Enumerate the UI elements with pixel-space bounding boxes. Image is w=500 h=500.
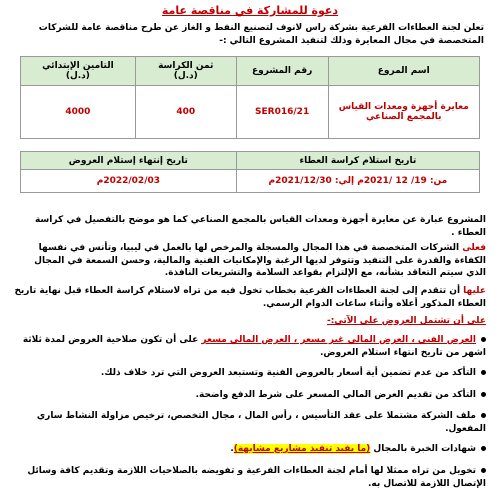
project-table-header bbox=[21, 57, 480, 86]
project-description: المشروع عبارة عن معايرة أجهزة ومعدات القياس بالمجمع الصناعي كما هو موضح بالتفصيل في كراسة العطاء . bbox=[34, 215, 486, 238]
project-table-row bbox=[21, 86, 480, 139]
cell-booklet-price: 400 bbox=[135, 86, 236, 139]
bullet-icon bbox=[481, 337, 486, 342]
list-item-text: تخويل من تراه ممثلا لها أمام لجنة العطاءات الفرعية و تفويضه بالصلاحيات اللازمة وتقديم كافة وسائل الإتصال اللازمة للاتصال به. bbox=[27, 466, 486, 489]
list-item bbox=[14, 334, 486, 359]
dates-table bbox=[20, 151, 480, 193]
list-item-text: ملف الشركة مشتملا على عقد التأسيس ، رأس المال ، مجال التخصص، ترخيص مزاولة النشاط ساري المفعول. bbox=[36, 411, 486, 434]
highlighted-note: (ما يفيد تنفيذ مشاريع مشابهة) bbox=[233, 444, 371, 454]
list-item-text: التأكد من عدم تضمين أية أسعار بالعروض الفنية وتستبعد العروض التي ترد خلاف ذلك. bbox=[100, 368, 476, 378]
dates-table-row bbox=[21, 170, 480, 193]
submission-paragraph bbox=[14, 285, 486, 310]
intro-paragraph: تعلن لجنة العطاءات الفرعية بشركة راس لانوف لتصنيع النفط و الغاز عن طرح مناقصة عامة للشركات المتخصصة في مجال المعايرة وذلك لتنفيذ المشروع التالي :- bbox=[38, 23, 484, 46]
bullet-icon bbox=[481, 392, 486, 397]
header-project-name: اسم المروع bbox=[328, 57, 479, 86]
list-item bbox=[14, 389, 486, 402]
bullet-icon bbox=[481, 413, 486, 418]
bullet-icon bbox=[481, 446, 486, 451]
header-initial-insurance: التامين الإبتدائي (د.ل) bbox=[21, 57, 136, 86]
eligibility-text: الشركات المتخصصة في هذا المجال والمسجلة والمرخص لها بالعمل في ليبيا، وتأنس في نفسها الكفاءة والقدرة على التنفيذ وتتوفر لديها الرغبة والإمكانيات الفنية والمالية، وحسن السمعة في المجال الذي سيتم التعاقد بشأنه، مع الإلتزام بقواعد السلامة والتشريعات النافذة. bbox=[34, 243, 486, 278]
submission-text: أن تتقدم إلى لجنة العطاءات الفرعية بخطاب تخول فيه من تراه لاستلام كراسة العطاء قبل نهاية تاريخ العطاء المذكور أعلاه وأثناء ساعات الدوام الرسمي. bbox=[14, 286, 486, 309]
list-item-text: شهادات الخبرة بالمجال bbox=[370, 444, 476, 454]
offer-validity: على أن تكون صلاحية العروض لمدة ثلاثة اشهر من تاريخ انتهاء استلام العروض. bbox=[22, 335, 486, 358]
list-item bbox=[14, 410, 486, 435]
cell-receipt-date: من: 19/ 12 /2021م إلي: 2021/12/30م bbox=[236, 170, 479, 193]
cell-project-name: معايرة أجهزة ومعدات القياس بالمجمع الصناعي bbox=[328, 86, 479, 139]
header-project-number: رقم المشروع bbox=[236, 57, 328, 86]
eligibility-paragraph bbox=[14, 242, 486, 280]
header-receipt-date: تاريخ استلام كراسة العطاء bbox=[236, 152, 479, 170]
page-title: دعوة للمشاركة في مناقصة عامة bbox=[161, 4, 339, 17]
dates-table-header bbox=[21, 152, 480, 170]
list-item-text: التأكد من تقديم العرض المالي المسعر على شرط الدفع واضحة. bbox=[195, 390, 476, 400]
bullet-icon bbox=[481, 370, 486, 375]
list-item bbox=[14, 465, 486, 490]
submission-lead: عليها bbox=[463, 286, 486, 296]
eligibility-lead: فعلى bbox=[462, 243, 486, 253]
offer-types: العرض الفني ، العرض المالي غير مسعر ، العرض المالي مسعر bbox=[201, 335, 476, 345]
header-closing-date: تاريخ إنتهاء إستلام العروض bbox=[21, 152, 237, 170]
cell-project-number: SER016/21 bbox=[236, 86, 328, 139]
project-table bbox=[20, 56, 480, 139]
header-booklet-price: ثمن الكراسة (د.ل) bbox=[135, 57, 236, 86]
list-item-end: . bbox=[230, 444, 234, 454]
list-item bbox=[14, 443, 486, 456]
cell-initial-insurance: 4000 bbox=[21, 86, 136, 139]
list-item bbox=[14, 367, 486, 380]
cell-closing-date: 2022/02/03م bbox=[21, 170, 237, 193]
offers-heading: على أن تشتمل العروض على الآتي:- bbox=[326, 316, 486, 326]
bullet-icon bbox=[481, 468, 486, 473]
